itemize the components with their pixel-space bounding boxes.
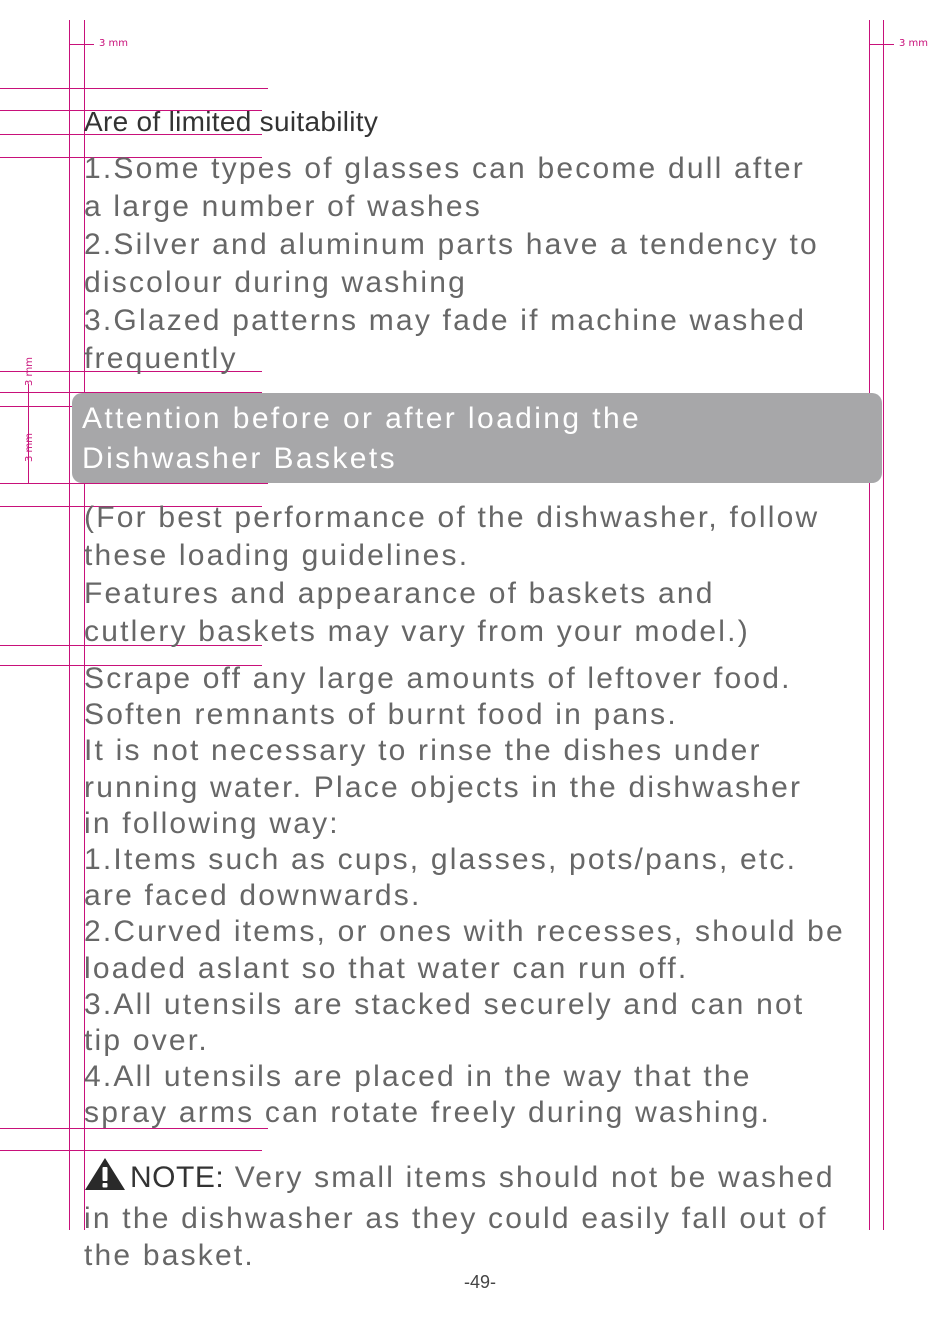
section-title: Are of limited suitability [84, 106, 379, 137]
text-line: discolour during washing [84, 266, 467, 299]
section-heading: Dishwasher Baskets [82, 442, 397, 475]
text-line: tip over. [84, 1024, 209, 1058]
note-first-line [84, 1157, 884, 1200]
text-line: 3.Glazed patterns may fade if machine washed [84, 304, 807, 337]
section-heading-bar [72, 393, 882, 483]
text-line: frequently [84, 342, 238, 375]
text-line: 1.Items such as cups, glasses, pots/pans, etc. [84, 843, 798, 877]
text-line: spray arms can rotate freely during washing. [84, 1096, 772, 1130]
text-line: 1.Some types of glasses can become dull after [84, 152, 806, 185]
guide-line [0, 1150, 262, 1151]
loading-intro [84, 499, 884, 651]
guide-line [0, 88, 268, 89]
text-line: 4.All utensils are placed in the way that the [84, 1060, 752, 1094]
text-line: 3.All utensils are stacked securely and can not [84, 987, 805, 1021]
text-line: Scrape off any large amounts of leftover food. [84, 662, 792, 695]
guide-line [870, 44, 894, 45]
text-line: Soften remnants of burnt food in pans. [84, 698, 678, 732]
section-heading: Attention before or after loading the [82, 402, 642, 435]
text-line: in the dishwasher as they could easily fall out of [84, 1202, 828, 1235]
page-number: -49- [463, 1272, 496, 1292]
text-line: cutlery baskets may vary from your model.) [84, 615, 750, 648]
text-line: running water. Place objects in the dishwasher [84, 770, 803, 804]
text-line: are faced downwards. [84, 879, 422, 913]
note-text: Very small items should not be washed [224, 1161, 835, 1194]
text-line: a large number of washes [84, 190, 482, 223]
guide-line [0, 406, 76, 407]
warning-icon [84, 1157, 126, 1200]
crop-mark-label: 3 mm [99, 38, 129, 49]
text-line: the basket. [84, 1239, 255, 1272]
text-line: It is not necessary to rinse the dishes under [84, 734, 762, 768]
crop-mark-label: 3 mm [24, 356, 35, 386]
note-block [84, 1157, 884, 1274]
loading-instructions [84, 661, 884, 1132]
guide-line [70, 44, 94, 45]
limited-suitability-list [84, 150, 884, 378]
guide-line [0, 483, 268, 484]
text-line: loaded aslant so that water can run off. [84, 951, 689, 985]
note-label: NOTE: [130, 1161, 225, 1194]
text-line: (For best performance of the dishwasher, follow [84, 501, 820, 534]
crop-mark-label: 3 mm [24, 432, 35, 462]
text-line: these loading guidelines. [84, 539, 470, 572]
crop-mark-label: 3 mm [899, 38, 929, 49]
text-line: 2.Silver and aluminum parts have a tendency to [84, 228, 819, 261]
text-line: 2.Curved items, or ones with recesses, should be [84, 915, 845, 949]
guide-line [69, 20, 70, 1230]
text-line: in following way: [84, 806, 340, 840]
text-line: Features and appearance of baskets and [84, 577, 715, 610]
